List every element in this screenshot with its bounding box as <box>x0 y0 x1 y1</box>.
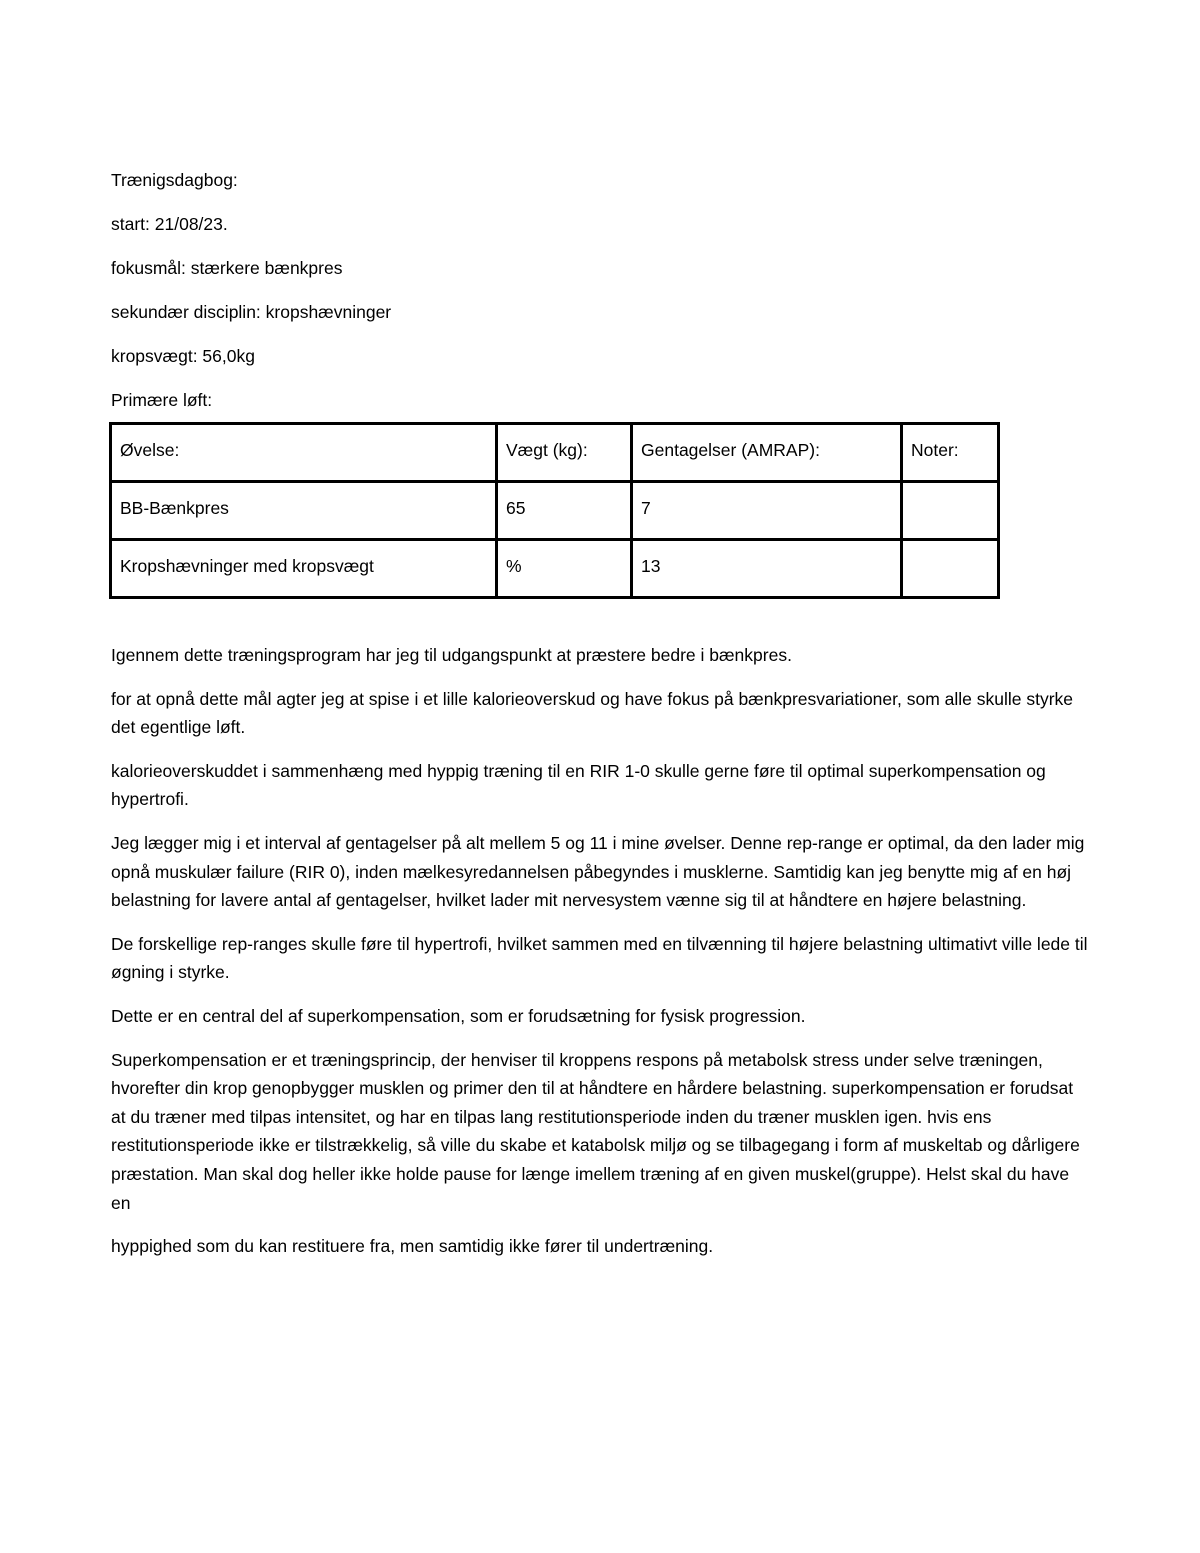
paragraph-goal: Igennem dette træningsprogram har jeg til udgangspunkt at præstere bedre i bænkpres. <box>111 645 792 665</box>
paragraph-frequency: hyppighed som du kan restituere fra, men samtidig ikke fører til undertræning. <box>111 1236 714 1257</box>
paragraph-rep-range: Jeg lægger mig i et interval af gentagelser på alt mellem 5 og 11 i mine øvelser. Denne rep-range er optimal, da den lader mig opnå muskulær failure (RIR 0), inden mælkesyredannelsen påbegyndes i musklerne. Samtidig kan jeg benytte mig af en høj belastning for lavere antal af gentagelser, hvilket lader mit nervesystem vænne sig til at håndtere en højere belastning. <box>111 832 1085 911</box>
paragraph-surplus: kalorieoverskuddet i sammenhæng med hyppig træning til en RIR 1-0 skulle gerne føre til optimal superkompensation og hypertrofi. <box>111 760 1046 810</box>
paragraph-central: Dette er en central del af superkompensation, som er forudsætning for fysisk progression. <box>111 1005 806 1026</box>
header-cell-exercise: Øvelse: <box>111 424 497 482</box>
cell-exercise: BB-Bænkpres <box>111 482 497 540</box>
table-header-row <box>111 424 999 482</box>
cell-notes <box>902 540 999 598</box>
cell-weight: % <box>497 540 632 598</box>
header-cell-weight: Vægt (kg): <box>497 424 632 482</box>
lifts-table <box>109 422 1000 599</box>
paragraph-hypertrophy: De forskellige rep-ranges skulle føre til hypertrofi, hvilket sammen med en tilvænning til højere belastning ultimativt ville lede til øgning i styrke. <box>111 933 1088 983</box>
document-title: Trænigsdagbog: <box>111 170 238 190</box>
cell-exercise: Kropshævninger med kropsvægt <box>111 540 497 598</box>
table-row <box>111 482 999 540</box>
secondary-discipline: sekundær disciplin: kropshævninger <box>111 302 392 322</box>
cell-notes <box>902 482 999 540</box>
document-content <box>111 166 1091 1276</box>
cell-weight: 65 <box>497 482 632 540</box>
table-row <box>111 540 999 598</box>
header-cell-notes: Noter: <box>902 424 999 482</box>
start-date: start: 21/08/23. <box>111 214 228 234</box>
paragraph-method: for at opnå dette mål agter jeg at spise i et lille kalorieoverskud og have fokus på bænkpresvariationer, som alle skulle styrke det egentlige løft. <box>111 688 1074 738</box>
header-cell-reps: Gentagelser (AMRAP): <box>632 424 902 482</box>
primary-lifts-heading: Primære løft: <box>111 390 213 410</box>
paragraph-superkompensation: Superkompensation er et træningsprincip, der henviser til kroppens respons på metabolsk stress under selve træningen, hvorefter din krop genopbygger musklen og primer den til at håndtere en hårdere belastning. superkompensation er forudsat at du træner med tilpas intensitet, og har en tilpas lang restitutionsperiode inden du træner musklen igen. hvis ens restitutionsperiode ikke er tilstrækkelig, så ville du skabe et katabolsk miljø og se tilbagegang i form af muskeltab og dårligere præstation. Man skal dog heller ikke holde pause for længe imellem træning af en given muskel(gruppe). Helst skal du have en <box>111 1049 1080 1213</box>
cell-reps: 13 <box>632 540 902 598</box>
cell-reps: 7 <box>632 482 902 540</box>
bodyweight: kropsvægt: 56,0kg <box>111 346 255 366</box>
focus-goal: fokusmål: stærkere bænkpres <box>111 258 343 278</box>
